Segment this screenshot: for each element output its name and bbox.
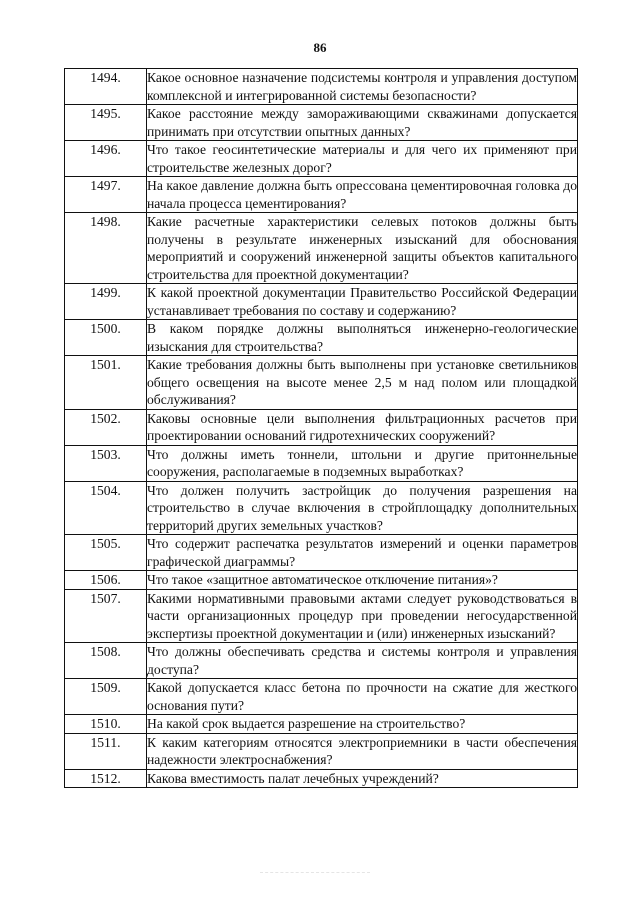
- question-number: 1502.: [65, 409, 147, 445]
- table-row: [65, 679, 578, 715]
- table-row: [65, 69, 578, 105]
- question-text: Какова вместимость палат лечебных учреждений?: [147, 769, 578, 788]
- question-number: 1497.: [65, 177, 147, 213]
- table-row: [65, 535, 578, 571]
- question-number: 1501.: [65, 356, 147, 410]
- question-text: Какие расчетные характеристики селевых потоков должны быть получены в результате инженерных изысканий для обоснования мероприятий и сооружений инженерной защиты объектов капитального строительства для проектной документации?: [147, 214, 577, 282]
- question-number: 1504.: [65, 481, 147, 535]
- table-row: [65, 715, 578, 734]
- scan-artifact: [260, 872, 370, 879]
- question-text: Что должны обеспечивать средства и системы контроля и управления доступа?: [147, 644, 577, 677]
- question-text: Что содержит распечатка результатов измерений и оценки параметров графической диаграммы?: [147, 536, 577, 569]
- table-row: [65, 481, 578, 535]
- question-text: Какими нормативными правовыми актами следует руководствоваться в части организационных процедур при проведении негосударственной экспертизы проектной документации и (или) инженерных изысканий?: [147, 590, 577, 641]
- question-text: Что должен получить застройщик до получения разрешения на строительство в случае включения в стройплощадку дополнительных территорий других земельных участков?: [147, 482, 577, 533]
- table-row: [65, 105, 578, 141]
- table-row: [65, 284, 578, 320]
- question-number: 1507.: [65, 589, 147, 643]
- question-text: К какой проектной документации Правительство Российской Федерации устанавливает требования по составу и содержанию?: [147, 285, 577, 318]
- question-number: 1511.: [65, 733, 147, 769]
- question-text: Какой допускается класс бетона по прочности на сжатие для жесткого основания пути?: [147, 680, 577, 713]
- question-number: 1498.: [65, 213, 147, 284]
- table-row: [65, 356, 578, 410]
- question-number: 1503.: [65, 445, 147, 481]
- question-number: 1506.: [65, 571, 147, 590]
- question-number: 1508.: [65, 643, 147, 679]
- question-number: 1500.: [65, 320, 147, 356]
- question-text: На какой срок выдается разрешение на строительство?: [147, 715, 578, 734]
- questions-table: [64, 68, 578, 788]
- question-number: 1496.: [65, 141, 147, 177]
- question-text: На какое давление должна быть опрессована цементировочная головка до начала процесса цементирования?: [147, 178, 577, 211]
- question-number: 1512.: [65, 769, 147, 788]
- table-row: [65, 769, 578, 788]
- table-row: [65, 409, 578, 445]
- table-row: [65, 177, 578, 213]
- question-text: В каком порядке должны выполняться инженерно-геологические изыскания для строительства?: [147, 321, 577, 354]
- table-row: [65, 213, 578, 284]
- question-number: 1509.: [65, 679, 147, 715]
- question-number: 1494.: [65, 69, 147, 105]
- question-number: 1499.: [65, 284, 147, 320]
- question-number: 1505.: [65, 535, 147, 571]
- table-row: [65, 320, 578, 356]
- question-text: Какое основное назначение подсистемы контроля и управления доступом комплексной и интегрированной системы безопасности?: [147, 70, 577, 103]
- question-text: Что такое «защитное автоматическое отключение питания»?: [147, 571, 578, 590]
- table-row: [65, 445, 578, 481]
- question-number: 1495.: [65, 105, 147, 141]
- question-text: Что должны иметь тоннели, штольни и другие притоннельные сооружения, располагаемые в подземных выработках?: [147, 446, 577, 479]
- question-text: К каким категориям относятся электроприемники в части обеспечения надежности электроснабжения?: [147, 734, 577, 767]
- table-row: [65, 733, 578, 769]
- question-text: Что такое геосинтетические материалы и для чего их применяют при строительстве железных дорог?: [147, 142, 577, 175]
- table-row: [65, 141, 578, 177]
- question-text: Какие требования должны быть выполнены при установке светильников общего освещения на высоте менее 2,5 м над полом или площадкой обслуживания?: [147, 357, 577, 407]
- question-text: Каковы основные цели выполнения фильтрационных расчетов при проектировании оснований гидротехнических сооружений?: [147, 410, 577, 443]
- question-number: 1510.: [65, 715, 147, 734]
- question-text: Какое расстояние между замораживающими скважинами допускается принимать при отсутствии опытных данных?: [147, 106, 577, 139]
- table-row: [65, 571, 578, 590]
- table-row: [65, 643, 578, 679]
- table-row: [65, 589, 578, 643]
- page-number: 86: [313, 40, 327, 55]
